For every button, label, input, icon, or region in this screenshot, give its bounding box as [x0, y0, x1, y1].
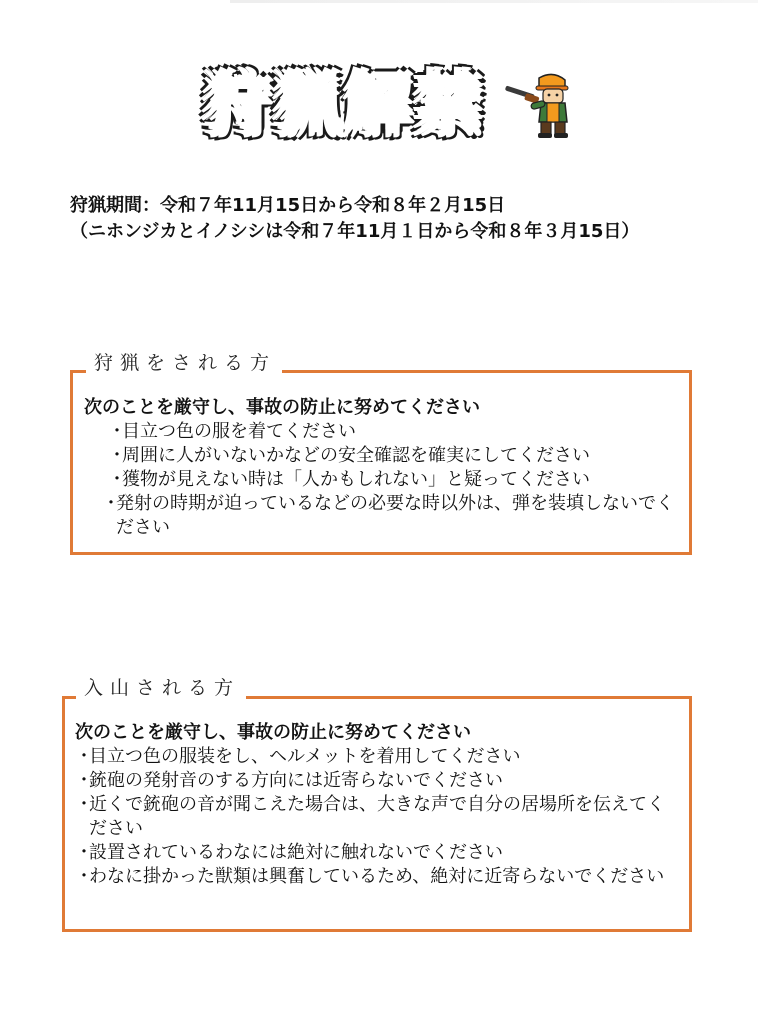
list-item: ・ 設置されているわなには絶対に触れないでください: [75, 842, 503, 863]
hikers-section-label: 入山される方: [76, 675, 246, 701]
hikers-notice-heading: 次のことを厳守し、事故の防止に努めてください: [75, 722, 471, 743]
list-item: ・ わなに掛かった獣類は興奮しているため、絶対に近寄らないでください: [75, 866, 665, 887]
list-item: ・ 目立つ色の服装をし、ヘルメットを着用してください: [75, 746, 521, 767]
hunting-period-exception: （ニホンジカとイノシシは令和７年11月１日から令和８年３月15日）: [70, 221, 640, 242]
top-divider: [230, 0, 758, 3]
list-item: ・ 近くで銃砲の音が聞こえた場合は、大きな声で自分の居場所を伝えてください: [75, 794, 665, 839]
list-item: ・ 銃砲の発射音のする方向には近寄らないでください: [75, 770, 503, 791]
banner: [205, 65, 575, 143]
hikers-notice-list: [75, 745, 675, 889]
hunting-period: [70, 193, 639, 245]
list-item: ・ 獲物が見えない時は「人かもしれない」と疑ってください: [108, 469, 590, 490]
hunters-section-label: 狩猟をされる方: [86, 350, 282, 376]
hunter-with-rifle-icon: [503, 68, 575, 140]
hunters-notice-box: [70, 370, 692, 555]
hunters-notice-heading: 次のことを厳守し、事故の防止に努めてください: [84, 397, 480, 418]
hikers-notice-box: [62, 696, 692, 932]
banner-title: 狩猟解禁: [205, 65, 485, 143]
list-item: ・ 周囲に人がいないかなどの安全確認を確実にしてください: [108, 445, 590, 466]
list-item: ・ 発射の時期が迫っているなどの必要な時以外は、弾を装填しないでください: [102, 493, 674, 538]
hunting-period-line: 狩猟期間：令和７年11月15日から令和８年２月15日: [70, 195, 506, 216]
hunters-notice-list: [102, 420, 679, 540]
list-item: ・ 目立つ色の服を着てください: [108, 421, 356, 442]
